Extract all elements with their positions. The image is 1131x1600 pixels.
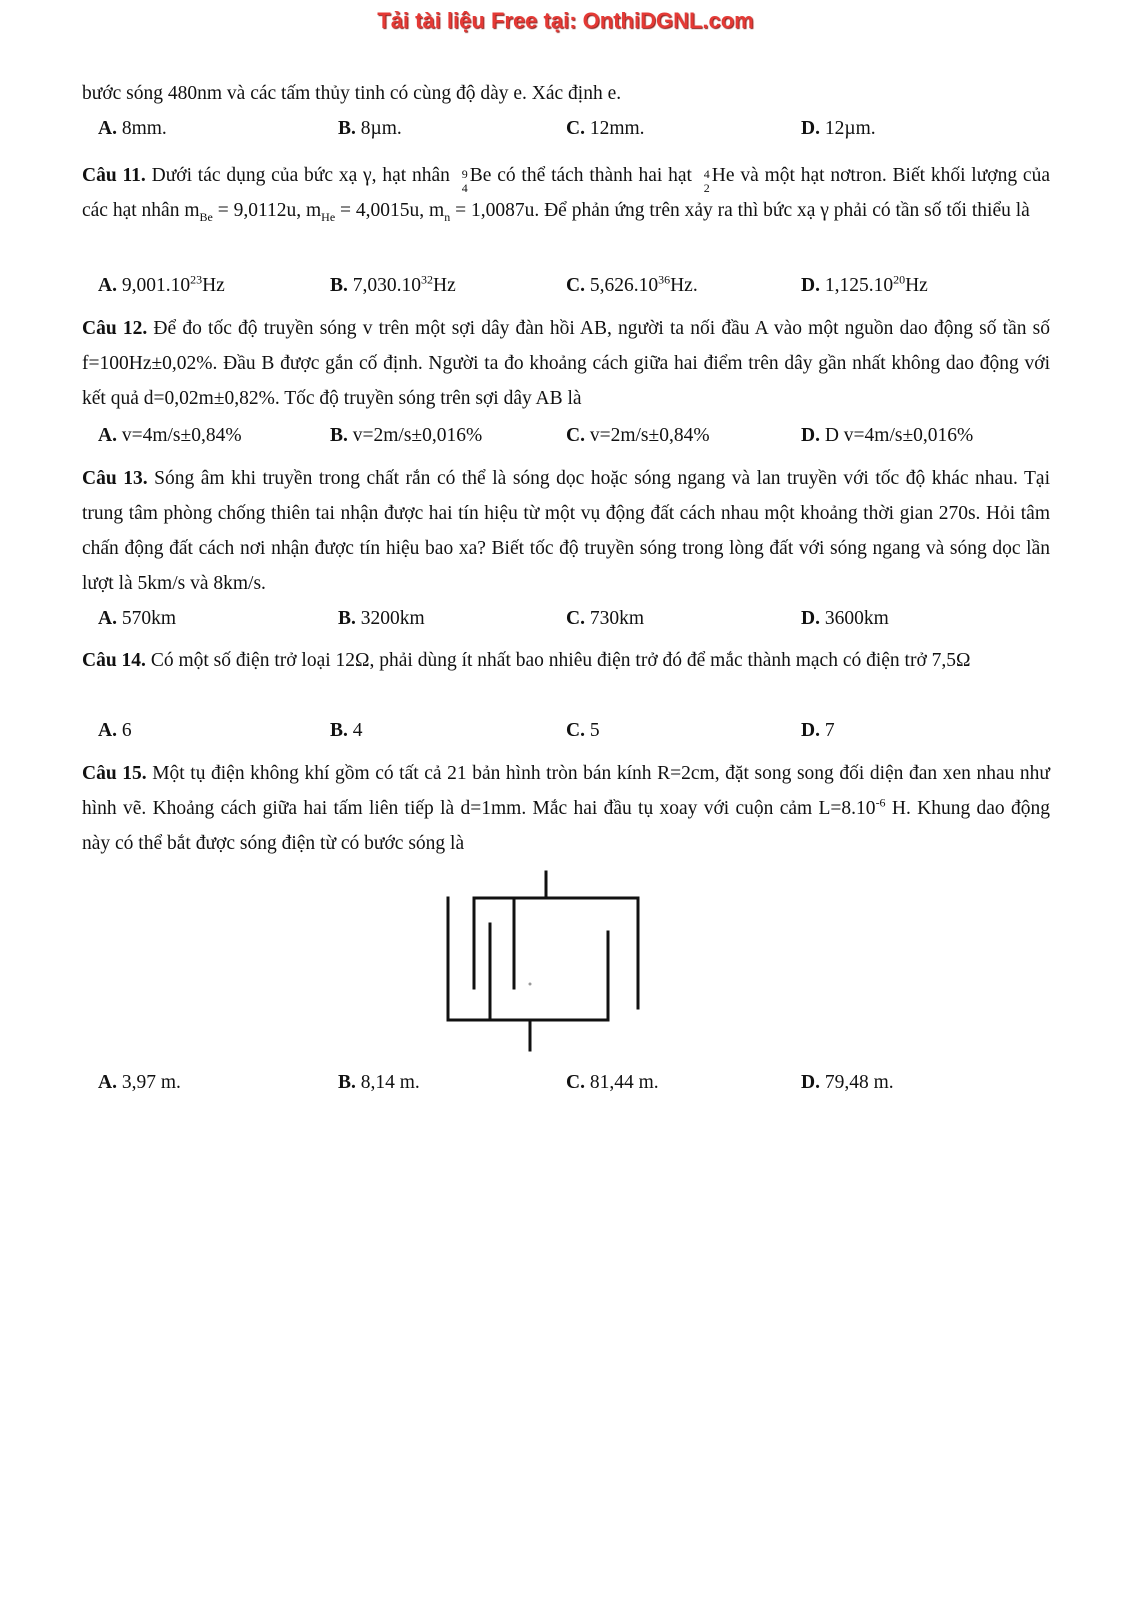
q14-option-c: C. 5 [566,720,600,741]
intro-options [98,118,1038,148]
q15-option-c: C. 81,44 m. [566,1072,659,1093]
q12-option-c: C. v=2m/s±0,84% [566,425,710,446]
q11-option-c: C. 5,626.10$^{36}$Hz. [566,272,698,296]
q15-option-a: A. 3,97 m. [98,1072,181,1093]
q15-option-b: B. 8,14 m. [338,1072,420,1093]
question-11-options [98,272,1038,305]
q13-option-a: A. 570km [98,608,177,629]
question-13-text: Câu 13. Sóng âm khi truyền trong chất rắn có thể là sóng dọc hoặc sóng ngang và lan truyền với tốc độ khác nhau. Tại trung tâm phòng chống thiên tai nhận được hai tín hiệu từ một vụ động đất cách nhau một khoảng thời gian 270s. Hỏi tâm chấn động đất cách nơi nhận được tín hiệu bao xa? Biết tốc độ truyền sóng trong lòng đất với sóng ngang và sóng dọc lần lượt là 5km/s và 8km/s. [82,468,1050,594]
center-dot [529,983,532,986]
beryllium-nuclide: 9 4 [461,167,468,195]
question-11-text: Câu 11. Dưới tác dụng của bức xạ γ, hạt nhân 9 4 Be có thể tách thành hai hạt 4 2 He và một hạt nơtron. Biết khối lượng của các hạt nhân $m_{Be} = 9,0112u$, $m_{He} = 4,0015u$, $m_n = 1,0087u$. Để phản ứng trên xảy ra thì bức xạ γ phải có tần số tối thiểu là [82,165,1050,224]
q12-option-d: D. D v=4m/s±0,016% [801,425,974,446]
q14-option-d: D. 7 [801,720,835,741]
intro-option-a: A. 8mm. [98,118,167,139]
question-14-options [98,720,1038,750]
helium-nuclide: 4 2 [703,167,710,195]
q14-option-b: B. 4 [330,720,363,741]
intro-option-b: B. 8µm. [338,118,402,139]
intro-option-c: C. 12mm. [566,118,645,139]
question-13-options [98,608,1038,638]
intro-option-d: D. 12µm. [801,118,876,139]
intro-text: bước sóng 480nm và các tấm thủy tinh có cùng độ dày e. Xác định e. [82,83,622,104]
capacitor-plates-figure [440,868,650,1058]
q11-option-d: D. 1,125.10$^{20}$Hz [801,272,928,296]
q12-option-a: A. v=4m/s±0,84% [98,425,242,446]
q11-option-a: A. 9,001.10$^{23}$Hz [98,272,225,296]
question-15-text: Câu 15. Một tụ điện không khí gồm có tất cả 21 bản hình tròn bán kính R=2cm, đặt song song đối diện đan xen nhau như hình vẽ. Khoảng cách giữa hai tấm liên tiếp là d=1mm. Mắc hai đầu tụ xoay với cuộn cảm $L=8.10^{-6}$ H. Khung dao động này có thể bắt được sóng điện từ có bước sóng là [82,763,1050,854]
q11-option-b: B. 7,030.10$^{32}$Hz [330,272,456,296]
q15-option-d: D. 79,48 m. [801,1072,894,1093]
site-header-banner[interactable]: Tải tài liệu Free tại: OnthiDGNL.com [377,8,754,33]
question-14-text: Câu 14. Có một số điện trở loại 12Ω, phải dùng ít nhất bao nhiêu điện trở đó để mắc thành mạch có điện trở 7,5Ω [82,650,971,671]
question-12-options [98,425,1038,455]
question-12-text: Câu 12. Để đo tốc độ truyền sóng v trên một sợi dây đàn hồi AB, người ta nối đầu A vào một nguồn dao động số tần số f=100Hz±0,02%. Đầu B được gắn cố định. Người ta đo khoảng cách giữa hai điểm trên dây gần nhất không dao động với kết quả d=0,02m±0,82%. Tốc độ truyền sóng trên sợi dây AB là [82,318,1050,409]
q12-option-b: B. v=2m/s±0,016% [330,425,483,446]
q13-option-c: C. 730km [566,608,645,629]
question-15-options [98,1072,1038,1102]
q13-option-d: D. 3600km [801,608,889,629]
q13-option-b: B. 3200km [338,608,425,629]
q14-option-a: A. 6 [98,720,132,741]
